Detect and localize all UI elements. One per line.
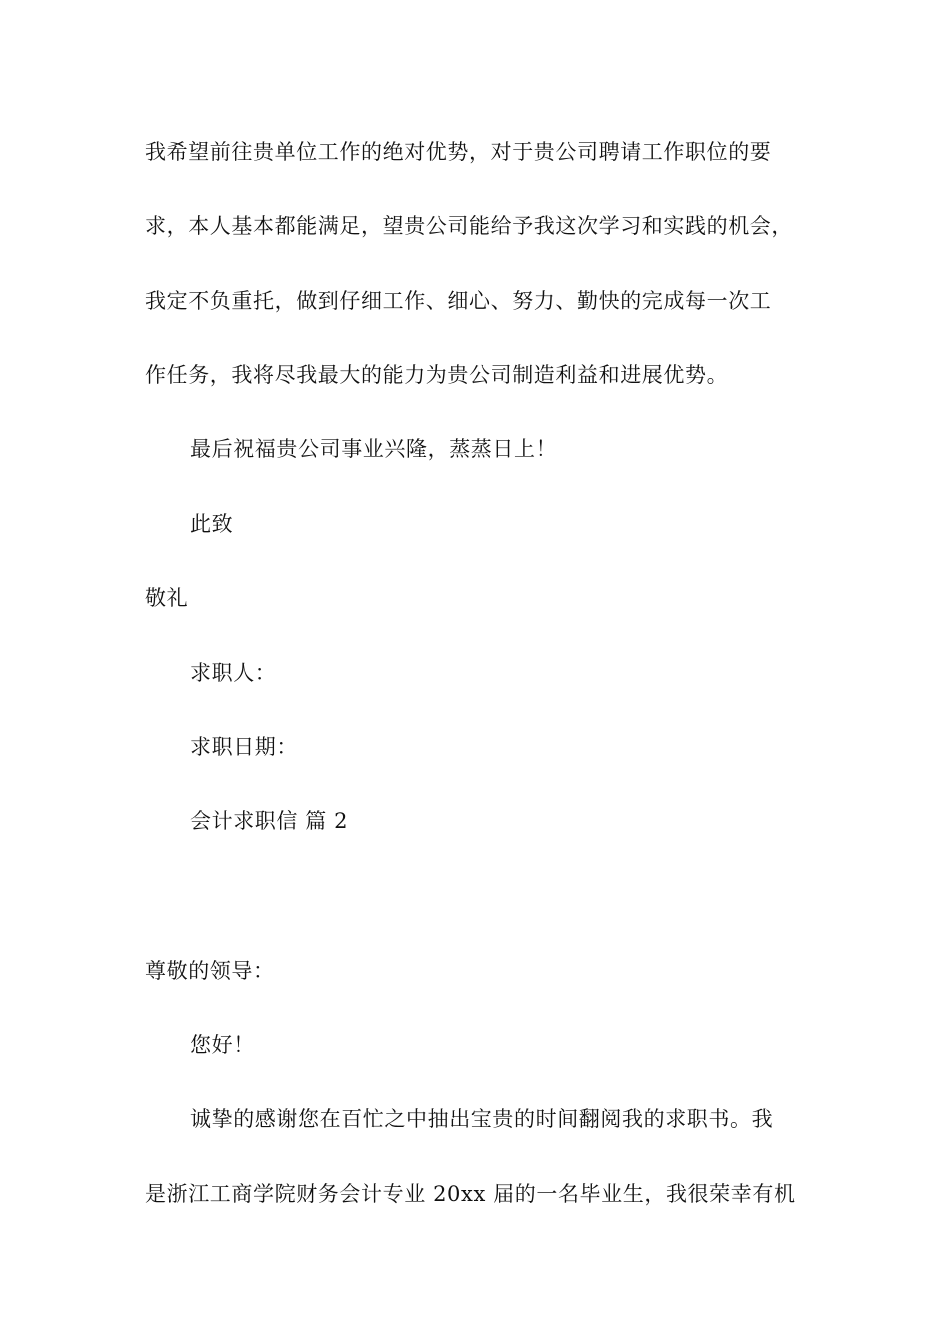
paragraph-line: 诚挚的感谢您在百忙之中抽出宝贵的时间翻阅我的求职书。我 bbox=[190, 1107, 774, 1131]
paragraph-line: 我定不负重托，做到仔细工作、细心、努力、勤快的完成每一次工 bbox=[145, 289, 772, 313]
applicant-label: 求职人： bbox=[190, 661, 277, 685]
closing-wish: 最后祝福贵公司事业兴隆，蒸蒸日上！ bbox=[190, 437, 558, 461]
application-date-label: 求职日期： bbox=[190, 735, 298, 759]
greeting-recipient: 尊敬的领导： bbox=[145, 959, 275, 983]
paragraph-line: 是浙江工商学院财务会计专业 20xx 届的一名毕业生，我很荣幸有机 bbox=[145, 1182, 796, 1206]
salutation-respect: 敬礼 bbox=[145, 586, 189, 610]
greeting-hello: 您好！ bbox=[190, 1033, 255, 1057]
salutation-closing: 此致 bbox=[190, 512, 234, 536]
section-title: 会计求职信 篇 2 bbox=[190, 809, 349, 833]
paragraph-line: 我希望前往贵单位工作的绝对优势，对于贵公司聘请工作职位的要 bbox=[145, 140, 772, 164]
paragraph-line: 求，本人基本都能满足，望贵公司能给予我这次学习和实践的机会， bbox=[145, 214, 793, 238]
paragraph-line: 作任务，我将尽我最大的能力为贵公司制造利益和进展优势。 bbox=[145, 363, 729, 387]
